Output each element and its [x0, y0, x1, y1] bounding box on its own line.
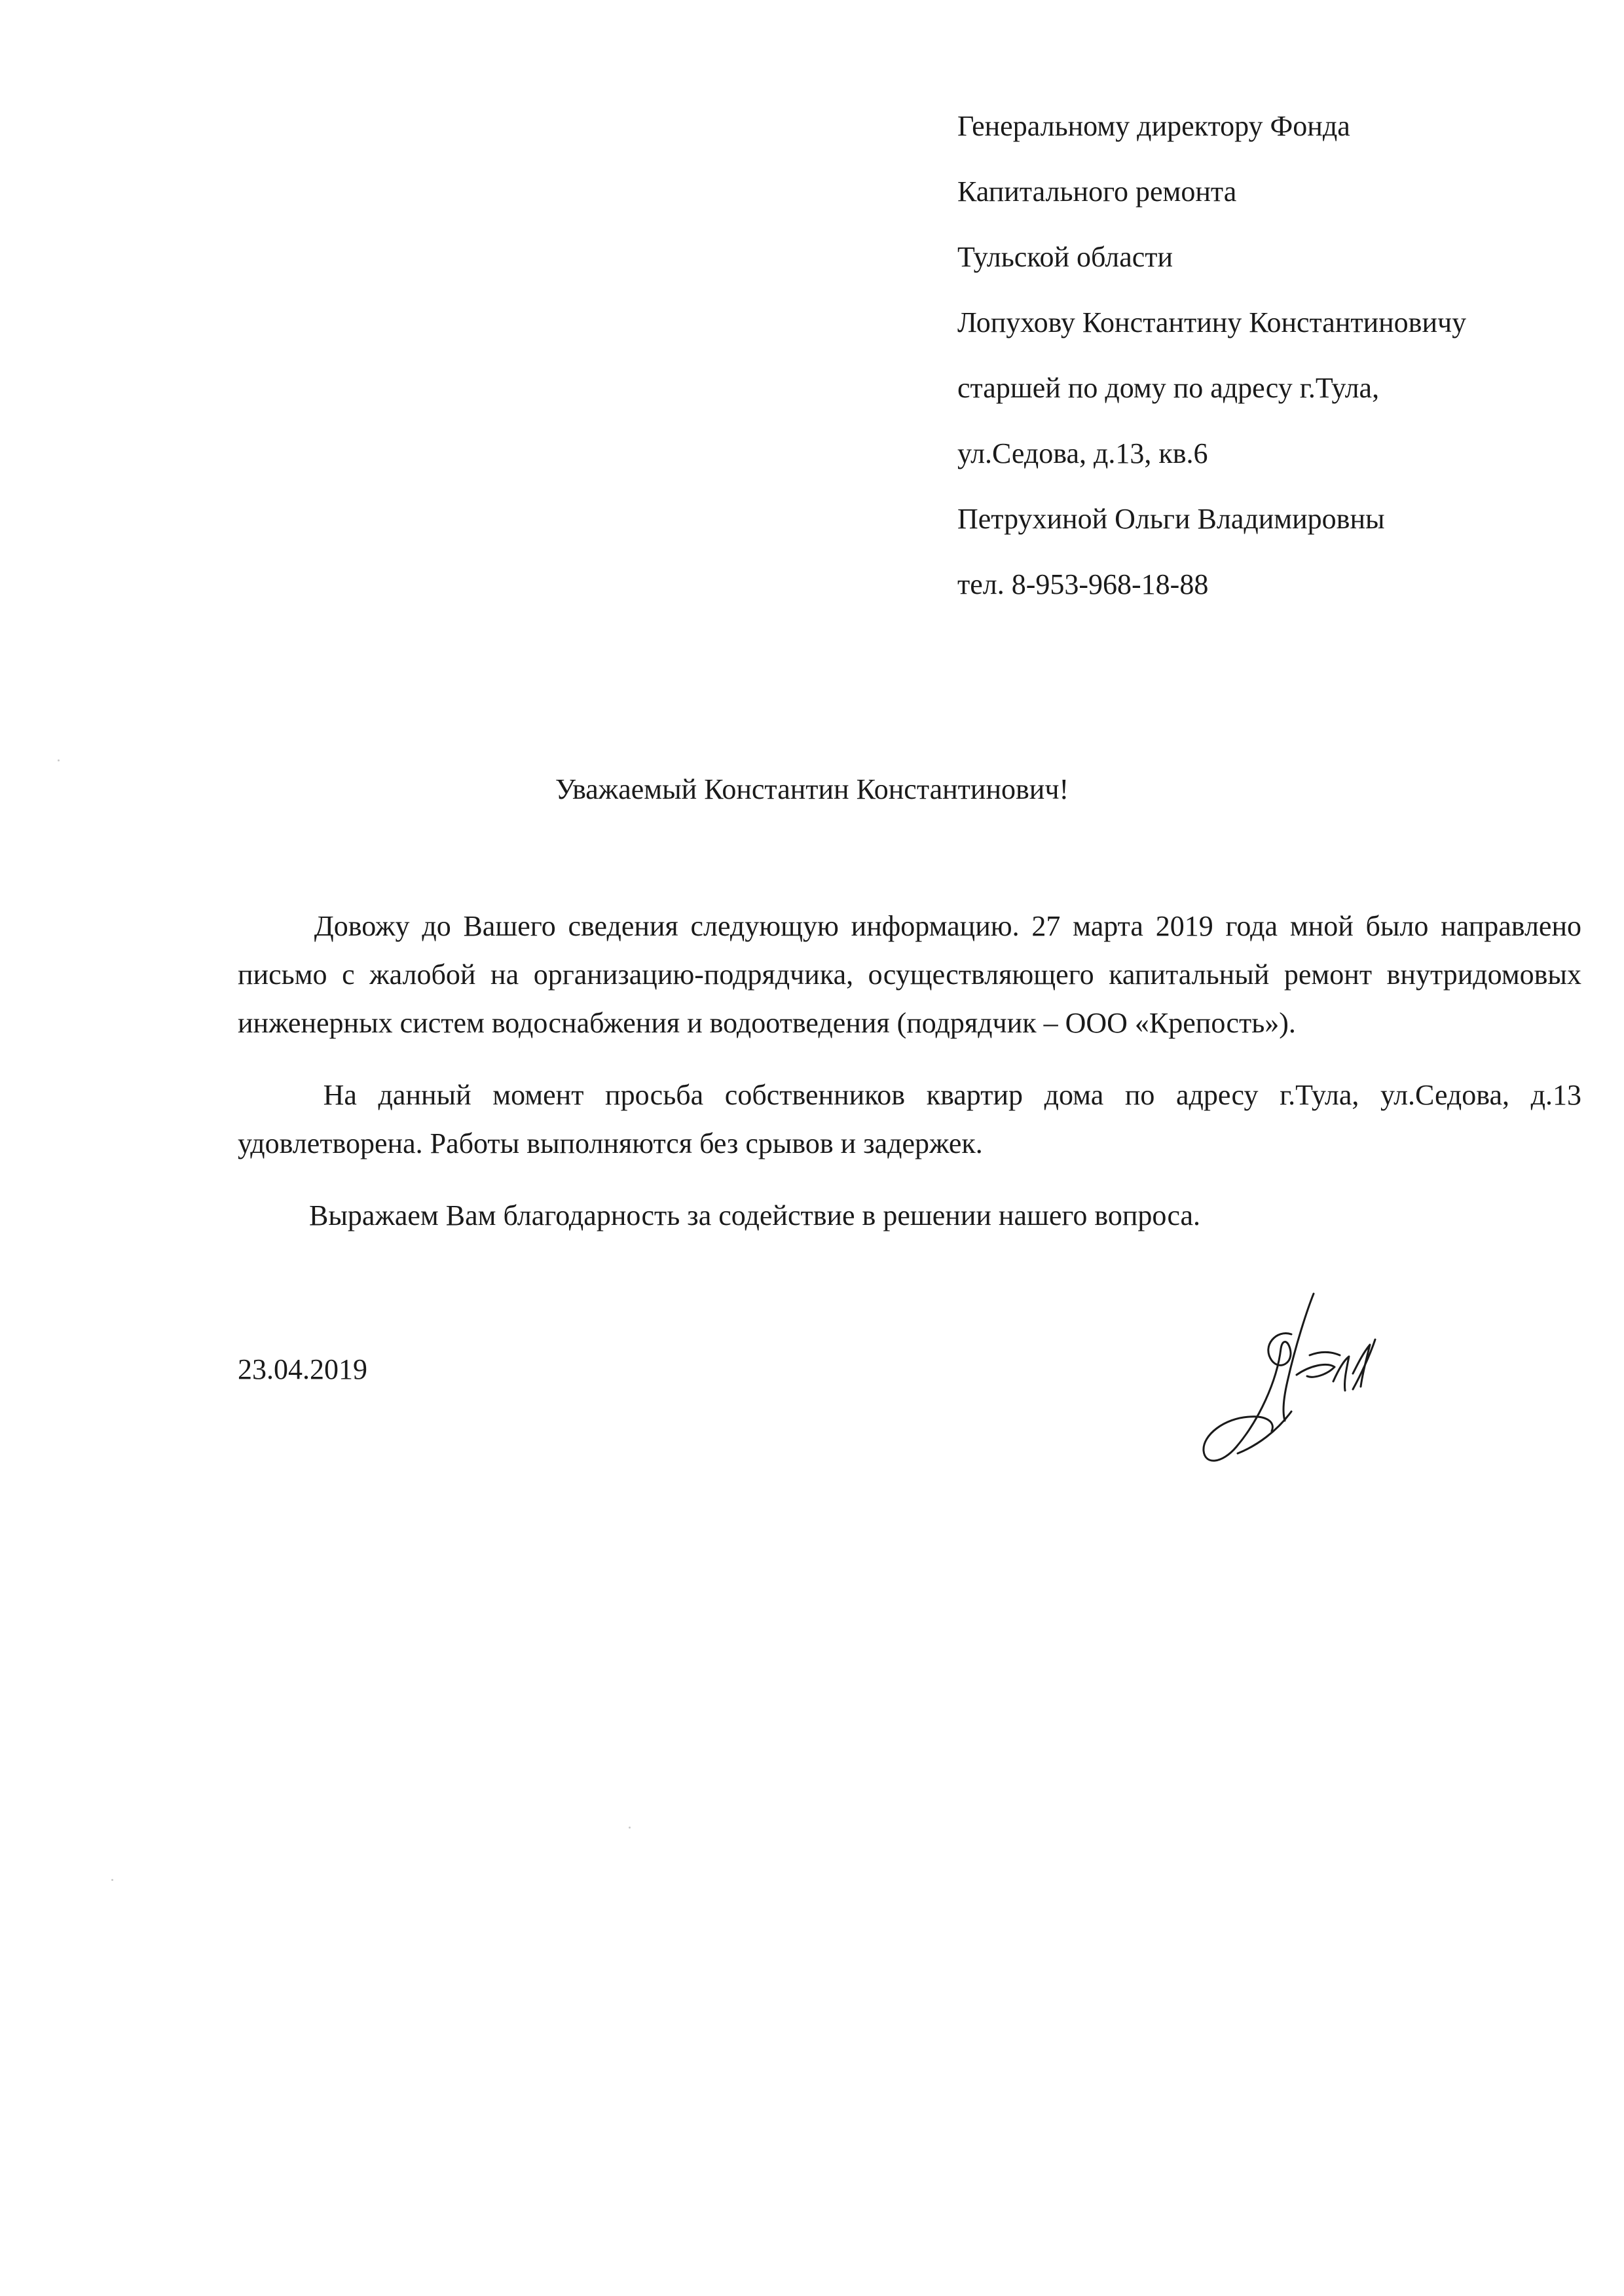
addressee-line-position: Генеральному директору Фонда: [957, 110, 1350, 142]
addressee-line-region: Тульской области: [957, 241, 1173, 273]
addressee-line-sender-name: Петрухиной Ольги Владимировны: [957, 503, 1385, 535]
signature-icon: [1198, 1283, 1414, 1480]
body-paragraph-gratitude-text: Выражаем Вам благодарность за содействие в решении нашего вопроса.: [309, 1199, 1201, 1231]
body-paragraph-complaint-text: Довожу до Вашего сведения следующую информацию. 27 марта 2019 года мной было направлено письмо с жалобой на организацию-подрядчика, осуществляющего капитальный ремонт внутридомовых инженерных систем водоснабжения и водоотведения (подрядчик – ООО «Крепость»).: [238, 910, 1581, 1039]
letter-date: 23.04.2019: [238, 1353, 367, 1385]
body-paragraph-status-text: На данный момент просьба собственников квартир дома по адресу г.Тула, ул.Седова, д.13 удовлетворена. Работы выполняются без срывов и задержек.: [238, 1079, 1582, 1159]
addressee-line-organization: Капитального ремонта: [957, 175, 1237, 208]
scan-speck: [58, 759, 60, 761]
body-paragraph-gratitude: [238, 1192, 1581, 1240]
addressee-line-phone: тел. 8-953-968-18-88: [957, 568, 1209, 600]
scan-speck: [629, 1827, 631, 1829]
addressee-line-recipient-name: Лопухову Константину Константиновичу: [957, 306, 1467, 338]
addressee-line-sender-role: старшей по дому по адресу г.Тула,: [957, 372, 1380, 404]
addressee-line-sender-address: ул.Седова, д.13, кв.6: [957, 437, 1208, 469]
scan-speck: [111, 1879, 113, 1881]
salutation: Уважаемый Константин Константинович!: [555, 773, 1069, 805]
addressee-block: [957, 105, 1586, 629]
body-paragraph-complaint: [238, 902, 1581, 1048]
letter-body: [238, 902, 1581, 1264]
body-paragraph-status: [238, 1071, 1581, 1168]
